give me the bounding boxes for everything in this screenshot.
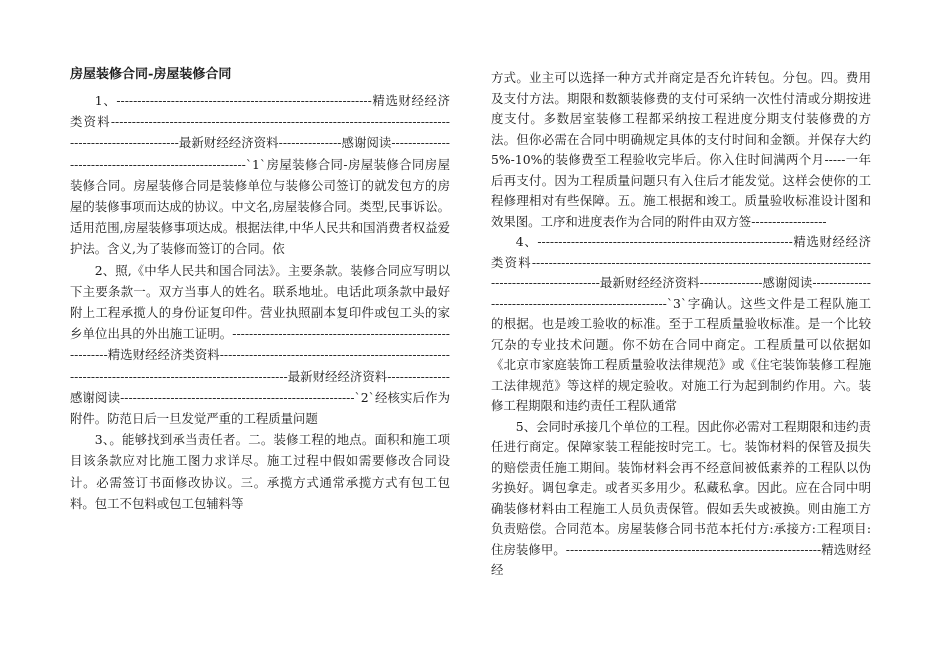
paragraph-5: 5、会同时承接几个单位的工程。因此你必需对工程期限和违约责任进行商定。保障家装工程能按时完工。七。装饰材料的保管及损失的赔偿责任施工期间。装饰材料会再不经意间被低素养的工程队以伪劣换好。调包拿走。或者买多用少。私藏私拿。因此。应在合同中明确装修材料由工程施工人员负责保管。假如丢失或被换。则由施工方负责赔偿。合同范本。房屋装修合同书范本托付方:承接方:工程项目:住房装修甲。-------------------------------------------------------------精选财经经 [491, 418, 871, 577]
paragraph-3-continued: 方式。业主可以选择一种方式并商定是否允许转包。分包。四。费用及支付方法。期限和数额装修费的支付可采纳一次性付清或分期按进度支付。多数居室装修工程都采纳按工程进度分期支付装修费的方法。但你必需在合同中明确规定具体的支付时间和金额。并保存大约5%-10%的装修费至工程验收完毕后。你入住时间满两个月-----一年后再支付。因为工程质量问题只有入住后才能发觉。这样会使你的工程修理相对有些保障。五。施工根据和竣工。质量验收标准设计图和效果图。工序和进度表作为合同的附件由双方签------------------ [491, 70, 871, 229]
paragraph-4: 4、-------------------------------------------------------------精选财经经济类资料-----------------------------------------------------------------------------------------------------------最新财经经济资料---------------感谢阅读--------------------------------------------------------`3`字确认。这些文件是工程队施工的根据。也是竣工验收的标准。至于工程质量验收标准。是一个比较冗杂的专业技术问题。你不妨在合同中商定。工程质量可以依据如《北京市家庭装饰工程质量验收法律规范》或《住宅装饰装修工程施工法律规范》等这样的规定验收。对施工行为起到制约作用。六。装修工程期限和违约责任工程队通常 [491, 234, 871, 413]
paragraph-1: 1、-------------------------------------------------------------精选财经经济类资料-----------------------------------------------------------------------------------------------------------最新财经经济资料---------------感谢阅读--------------------------------------------------------`1`房屋装修合同-房屋装修合同房屋装修合同。房屋装修合同是装修单位与装修公司签订的就发包方的房屋的装修事项而达成的协议。中文名,房屋装修合同。类型,民事诉讼。适用范围,房屋装修事项达成。根据法律,中华人民共和国消费者权益爱护法。含义,为了装修而签订的合同。依 [70, 93, 450, 257]
paragraph-3: 3、。能够找到承当责任者。二。装修工程的地点。面积和施工项目该条款应对比施工图力求详尽。施工过程中假如需要修改合同设计。必需签订书面修改协议。三。承揽方式通常承揽方式有包工包料。包工不包料或包工包辅料等 [70, 432, 450, 511]
left-column [70, 64, 450, 514]
right-column [491, 68, 871, 581]
document-title: 房屋装修合同-房屋装修合同 [70, 67, 232, 82]
paragraph-2: 2、照,《中华人民共和国合同法》。主要条款。装修合同应写明以下主要条款一。双方当事人的姓名。联系地址。电话此项条款中最好附上工程承揽人的身份证复印件。营业执照副本复印件或包工头的家乡单位出具的外出施工证明。-------------------------------------------------------------精选财经经济类资料-----------------------------------------------------------------------------------------------------------最新财经经济资料---------------感谢阅读--------------------------------------------------------`2`经核实后作为附件。防范日后一旦发觉严重的工程质量问题 [70, 262, 450, 427]
